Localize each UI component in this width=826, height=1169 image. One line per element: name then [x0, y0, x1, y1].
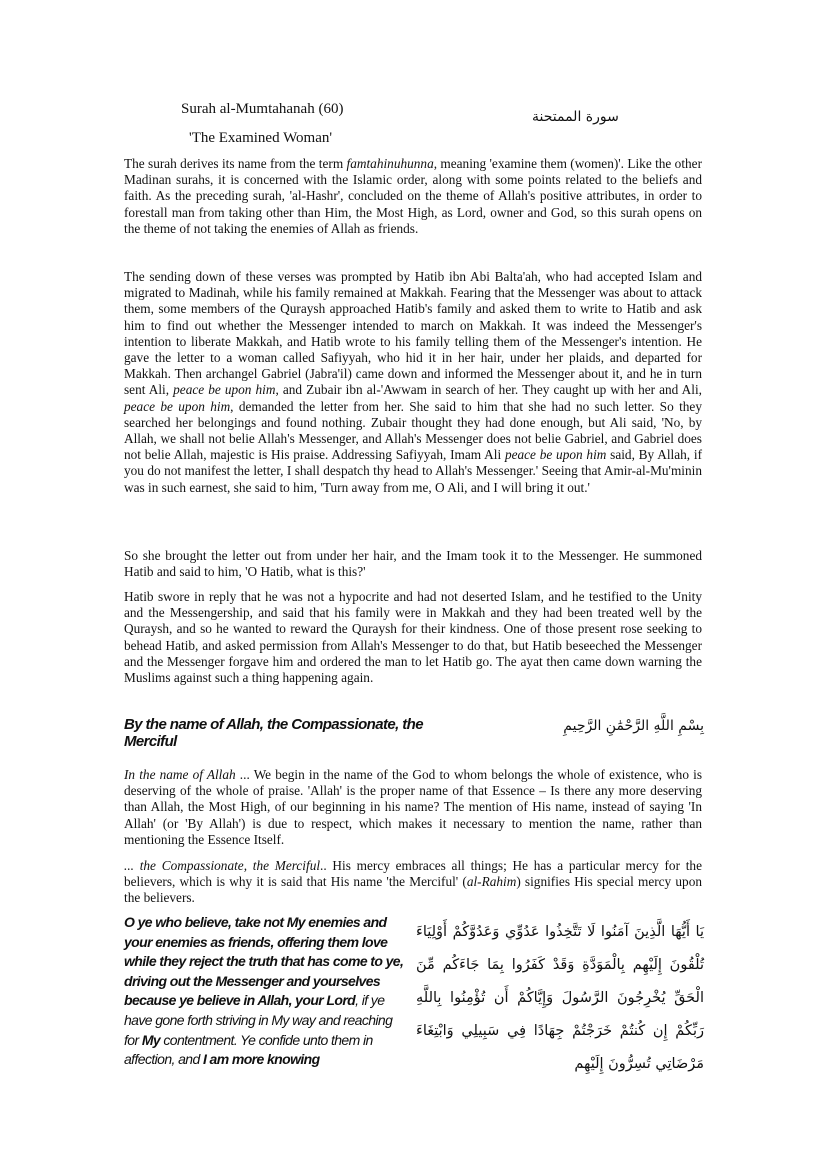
surah-subtitle: 'The Examined Woman' — [189, 130, 333, 146]
divine-name: Allah, your Lord — [257, 992, 356, 1009]
text: .. His mercy embraces all things; He has a particular mercy for the believers, which is why it is said that His name 'the Merciful' ( — [124, 858, 702, 890]
term-al-rahim: al-Rahim — [466, 874, 517, 890]
honorific: peace be upon him — [173, 382, 276, 398]
text: ... We begin in the name of the God to whom belongs the whole of existence, who is deserving of the whole of praise. 'Allah' is the proper name of that Essence – Is there any more deserving than Allah, the Most High, of our beginning in his name? The mention of His name, instead of saying 'In Allah' (or 'By Allah') is due to respect, which makes it necessary to mention the name, rather than mentioning the Essence Itself. — [124, 767, 702, 847]
text: , demanded the letter from her. She said to him that she had no such letter. So they searched her belongings and found nothing. Zubair thought they had done enough, but Ali said, 'No, by Allah, we shall not belie Allah's Messenger, and Allah's Messenger does not belie Gabriel, and Gabriel does not belie Allah, majestic is His praise. Addressing Safiyyah, Imam Ali — [124, 398, 702, 463]
text: , if ye have gone forth striving in My way and reaching for — [124, 992, 393, 1048]
text: O ye who believe, take not My enemies and your enemies as friends, offering them love while they reject the truth that has come to ye, driving out the Messenger and yourselves because ye believe in — [124, 914, 404, 1009]
verse-1-arabic: يَا أَيُّهَا الَّذِينَ آمَنُوا لَا تَتَّخِذُوا عَدُوِّي وَعَدُوَّكُمْ أَوْلِيَاءَ تُلْقُونَ إِلَيْهِم بِالْمَوَدَّةِ وَقَدْ كَفَرُوا بِمَا جَاءَكُم مِّنَ الْحَقِّ يُخْرِجُونَ الرَّسُولَ وَإِيَّاكُمْ أَن تُؤْمِنُوا بِاللَّهِ رَبِّكُمْ إِن كُنتُمْ خَرَجْتُمْ جِهَادًا فِي سَبِيلِي وَابْتِغَاءَ مَرْضَاتِي تُسِرُّونَ إِلَيْهِم — [416, 924, 704, 1072]
intro-paragraph-4: Hatib swore in reply that he was not a hypocrite and had not deserted Islam, and he testified to the Unity and the Messengership, and said that his family were in Makkah and they had been treated well by the Quraysh, and so he wanted to reward the Quraysh for their kindness. One of those present rose seeking to behead Hatib, and asked permission from Allah's Messenger to do that, but Hatib beseeched the Messenger and the Messenger forgave him and ordered the man to let Hatib go. The ayat then came down warning the Muslims against such a thing happening again. — [124, 589, 702, 686]
text: The surah derives its name from the term — [124, 156, 347, 171]
basmala-arabic: بِسْمِ اللَّهِ الرَّحْمَٰنِ الرَّحِيمِ — [563, 718, 704, 734]
text: , meaning 'examine them (women)'. Like the other Madinan surahs, it is concerned with the Islamic order, along with some points related to the beliefs and faith. As the preceding surah, 'al-Hashr', concluded on the theme of Allah's positive attributes, in order to forestall man from taking other than Him, the Most High, as Lord, owner and God, so this surah opens on the theme of not taking the enemies of Allah as friends. — [124, 156, 702, 236]
text: The sending down of these verses was prompted by Hatib ibn Abi Balta'ah, who had accepted Islam and migrated to Madinah, while his family remained at Makkah. Fearing that the Messenger was about to attack them, some members of the Quraysh approached Hatib's family and asked them to write to Hatib and ask him to find out whether the Messenger intended to march on Makkah. It was indeed the Messenger's intention to liberate Makkah, and Hatib wrote to his family telling them of the Messenger's intention. He gave the letter to a woman called Safiyyah, who hid it in her hair, under her plaids, and departed for Makkah. Then archangel Gabriel (Jabra'il) came down and informed the Messenger about it, and he in turn sent Ali, — [124, 269, 702, 398]
arabic-surah-title: سورة الممتحنة — [532, 109, 619, 125]
basmala-english: By the name of Allah, the Compassionate, the Merciful — [124, 716, 423, 750]
text: , and Zubair ibn al-'Awwam in search of her. They caught up with her and Ali, — [275, 382, 702, 398]
commentary-paragraph-2 — [124, 858, 702, 907]
text: said, By Allah, if you do not manifest the letter, I shall despatch thy head to Allah's Messenger.' Seeing that Amir-al-Mu'minin was in such earnest, she said to him, 'Turn away from me, O Ali, and I will bring it out.' — [124, 447, 702, 495]
intro-paragraph-3: So she brought the letter out from under her hair, and the Imam took it to the Messenger. He summoned Hatib and said to him, 'O Hatib, what is this?' — [124, 548, 702, 580]
commentary-paragraph-1 — [124, 767, 702, 848]
text: contentment. Ye confide unto them in affection, and — [124, 1031, 373, 1068]
commentary-lead: In the name of Allah — [124, 767, 236, 782]
term-famtahinuhunna: famtahinuhunna — [346, 156, 434, 171]
text: ) signifies His special mercy upon the believers. — [124, 874, 702, 906]
intro-paragraph-1 — [124, 156, 702, 237]
verse-1-english — [124, 913, 404, 1070]
divine-pronoun: My — [141, 1031, 161, 1048]
honorific: peace be upon him — [504, 447, 607, 463]
surah-title: Surah al-Mumtahanah (60) — [181, 101, 344, 117]
intro-paragraph-2 — [124, 269, 702, 496]
honorific: peace be upon him — [124, 398, 231, 414]
commentary-lead: ... the Compassionate, the Merciful — [124, 858, 321, 873]
divine-pronoun: I am more knowing — [202, 1051, 320, 1068]
